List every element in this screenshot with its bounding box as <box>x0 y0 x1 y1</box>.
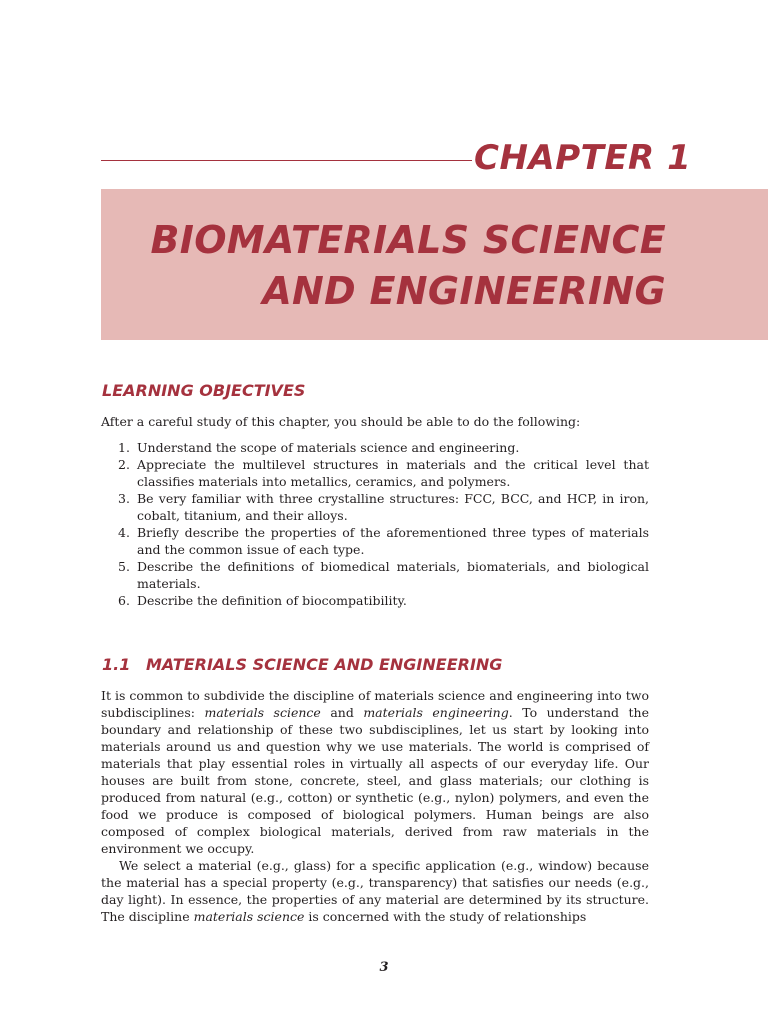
body-paragraph-2 <box>101 857 649 925</box>
chapter-title-line-2: AND ENGINEERING <box>262 269 666 313</box>
chapter-rule <box>101 160 472 161</box>
learning-objectives-list <box>101 439 649 609</box>
chapter-label: CHAPTER 1 <box>474 138 692 178</box>
objective-item <box>101 524 649 558</box>
objective-number: 3. <box>118 491 130 506</box>
objective-number: 1. <box>118 440 130 455</box>
objective-item <box>101 456 649 490</box>
emphasis-term: materials science <box>193 909 305 924</box>
objective-text: Appreciate the multilevel structures in materials and the critical level that classifies materials into metallics, ceramics, and polymers. <box>137 457 649 489</box>
paragraph-text: We select a material (e.g., glass) for a specific application (e.g., window) because the material has a special property (e.g., transparency) that satisfies our needs (e.g., day light). In essence, the properties of any material are determined by its structure. The discipline <box>101 858 649 924</box>
section-heading <box>102 655 502 675</box>
objective-text: Understand the scope of materials science and engineering. <box>137 440 520 455</box>
objective-item <box>101 558 649 592</box>
body-paragraph-1 <box>101 687 649 857</box>
learning-objectives-heading: LEARNING OBJECTIVES <box>102 381 306 400</box>
paragraph-text: It is common to subdivide the discipline of materials science and engineering into two subdisciplines: <box>101 688 649 720</box>
section-number: 1.1 <box>102 655 131 674</box>
chapter-title-line-1: BIOMATERIALS SCIENCE <box>150 218 666 262</box>
objective-item <box>101 592 649 609</box>
objective-number: 4. <box>118 525 130 540</box>
objective-text: Describe the definition of biocompatibility. <box>137 593 407 608</box>
learning-objectives-intro: After a careful study of this chapter, you should be able to do the following: <box>101 414 581 429</box>
emphasis-term: materials engineering <box>363 705 509 720</box>
paragraph-text: is concerned with the study of relationships <box>304 909 587 924</box>
objective-item <box>101 439 649 456</box>
section-title: MATERIALS SCIENCE AND ENGINEERING <box>146 655 503 674</box>
objective-number: 5. <box>118 559 130 574</box>
objective-number: 6. <box>118 593 130 608</box>
emphasis-term: materials science <box>204 705 321 720</box>
paragraph-text: and <box>320 705 364 720</box>
chapter-title-band <box>101 189 768 340</box>
objective-text: Briefly describe the properties of the aforementioned three types of materials and the common issue of each type. <box>137 525 649 557</box>
page-number: 3 <box>379 960 389 975</box>
objective-number: 2. <box>118 457 130 472</box>
objective-text: Describe the definitions of biomedical materials, biomaterials, and biological materials. <box>137 559 649 591</box>
objective-text: Be very familiar with three crystalline structures: FCC, BCC, and HCP, in iron, cobalt, titanium, and their alloys. <box>137 491 649 523</box>
objective-item <box>101 490 649 524</box>
paragraph-text: . To understand the boundary and relationship of these two subdisciplines, let us start by looking into materials around us and question why we use materials. The world is comprised of materials that play essential roles in virtually all aspects of our everyday life. Our houses are built from stone, concrete, steel, and glass materials; our clothing is produced from natural (e.g., cotton) or synthetic (e.g., nylon) polymers, and even the food we produce is composed of biological polymers. Human beings are also composed of complex biological materials, derived from raw materials in the environment we occupy. <box>101 705 649 856</box>
section-body <box>101 687 649 925</box>
